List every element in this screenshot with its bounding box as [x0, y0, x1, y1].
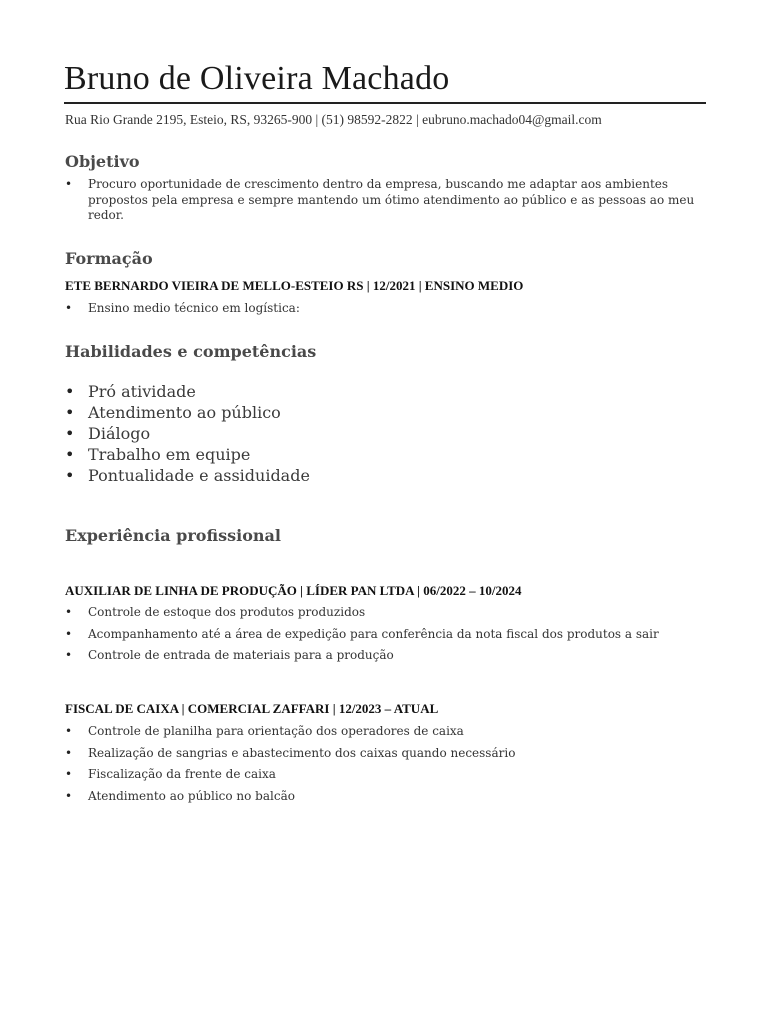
skills-list: [65, 381, 310, 486]
list-item: • Fiscalização da frente de caixa: [65, 764, 515, 786]
resume-name: Bruno de Oliveira Machado: [64, 60, 450, 97]
list-item: • Controle de entrada de materiais para a produção: [65, 645, 659, 667]
job-duties-list: [65, 721, 515, 807]
list-item: • Atendimento ao público: [65, 402, 310, 423]
list-item: • Pró atividade: [65, 381, 310, 402]
list-item: • Controle de estoque dos produtos produzidos: [65, 602, 659, 624]
objetivo-list: [65, 177, 700, 224]
list-item: • Controle de planilha para orientação dos operadores de caixa: [65, 721, 515, 743]
list-item: • Ensino medio técnico em logística:: [65, 298, 300, 320]
list-item: • Acompanhamento até a área de expedição para conferência da nota fiscal dos produtos a sair: [65, 624, 659, 646]
section-title-habilidades: Habilidades e competências: [65, 342, 317, 361]
section-title-experiencia: Experiência profissional: [65, 526, 281, 545]
list-item: • Realização de sangrias e abastecimento dos caixas quando necessário: [65, 743, 515, 765]
list-item: • Pontualidade e assiduidade: [65, 465, 310, 486]
job-duties-list: [65, 602, 659, 667]
section-title-objetivo: Objetivo: [65, 152, 140, 171]
list-item: • Diálogo: [65, 423, 310, 444]
formacao-list: [65, 298, 300, 320]
contact-info: Rua Rio Grande 2195, Esteio, RS, 93265-900 | (51) 98592-2822 | eubruno.machado04@gmail.com: [65, 112, 602, 127]
list-item: • Atendimento ao público no balcão: [65, 786, 515, 808]
formacao-entry-title: ETE BERNARDO VIEIRA DE MELLO-ESTEIO RS | 12/2021 | ENSINO MEDIO: [65, 278, 524, 293]
list-item: • Procuro oportunidade de crescimento dentro da empresa, buscando me adaptar aos ambientes propostos pela empresa e sempre mantendo um ótimo atendimento ao público e as pessoas ao meu redor.: [65, 177, 700, 224]
header-divider: [64, 102, 706, 104]
job-title: FISCAL DE CAIXA | COMERCIAL ZAFFARI | 12/2023 – ATUAL: [65, 701, 439, 716]
section-title-formacao: Formação: [65, 249, 153, 268]
list-item: • Trabalho em equipe: [65, 444, 310, 465]
job-title: AUXILIAR DE LINHA DE PRODUÇÃO | LÍDER PAN LTDA | 06/2022 – 10/2024: [65, 583, 522, 598]
